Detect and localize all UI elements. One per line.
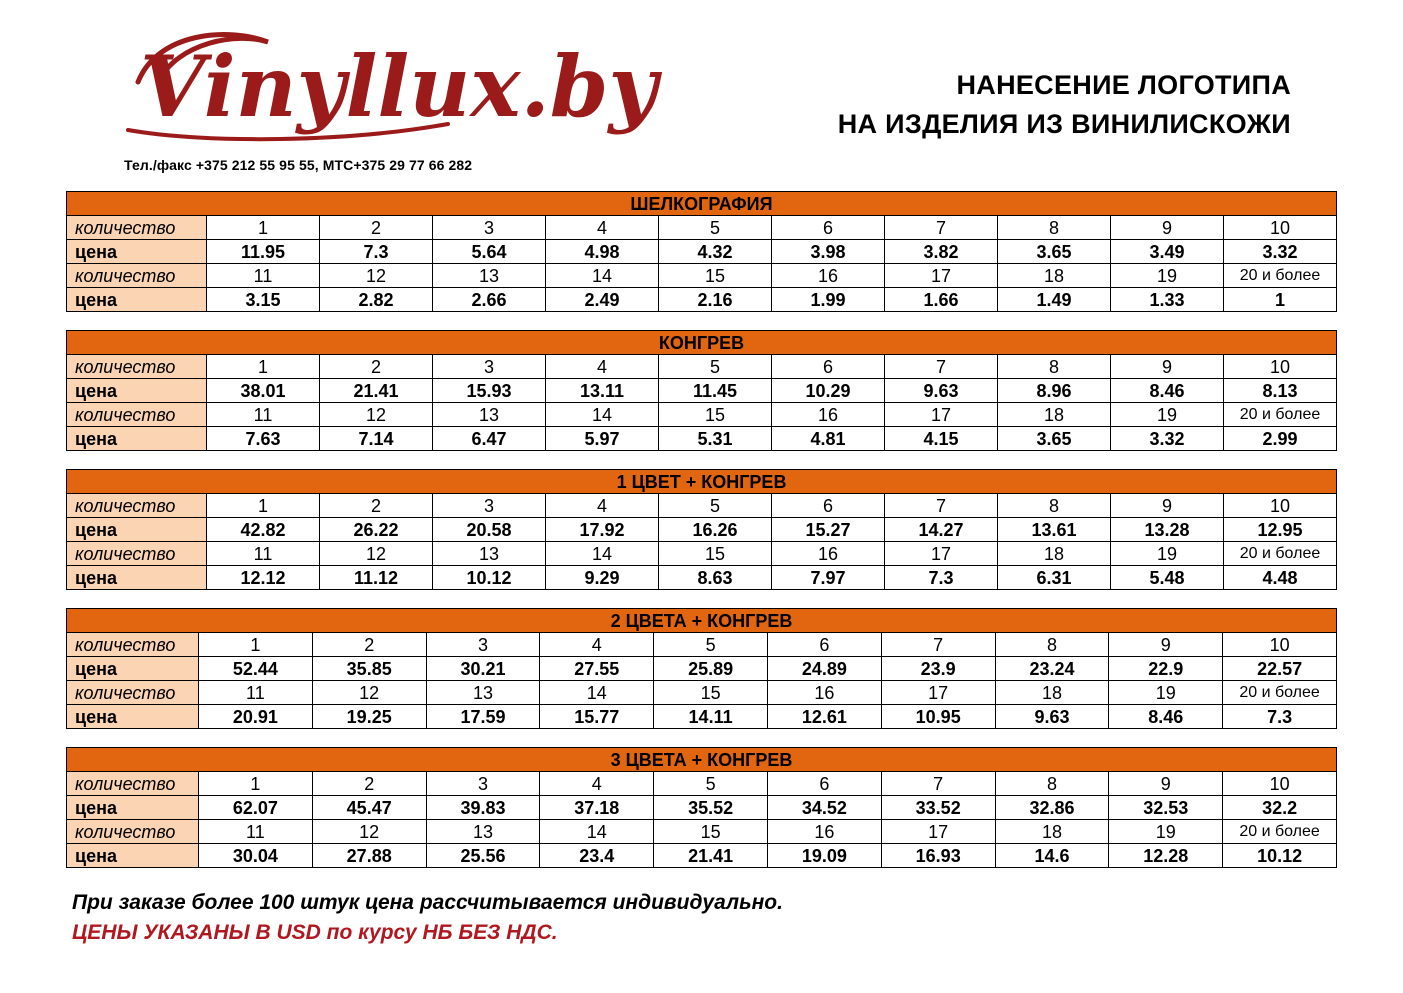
price-cell: 3.15 xyxy=(207,288,320,312)
price-cell: 35.52 xyxy=(654,796,768,820)
quantity-row xyxy=(67,403,1337,427)
quantity-label: количество xyxy=(67,772,199,796)
quantity-row xyxy=(67,216,1337,240)
price-cell: 1 xyxy=(1224,288,1337,312)
quantity-cell: 14 xyxy=(540,681,654,705)
quantity-cell: 7 xyxy=(885,494,998,518)
price-cell: 10.29 xyxy=(772,379,885,403)
quantity-cell: 4 xyxy=(546,494,659,518)
quantity-cell: 3 xyxy=(426,772,540,796)
price-cell: 13.61 xyxy=(998,518,1111,542)
price-cell: 15.93 xyxy=(433,379,546,403)
quantity-cell: 15 xyxy=(654,820,768,844)
quantity-cell: 9 xyxy=(1109,772,1223,796)
price-row xyxy=(67,518,1337,542)
price-cell: 4.15 xyxy=(885,427,998,451)
price-cell: 5.64 xyxy=(433,240,546,264)
quantity-cell: 8 xyxy=(995,633,1109,657)
price-cell: 2.99 xyxy=(1224,427,1337,451)
quantity-cell: 9 xyxy=(1111,494,1224,518)
quantity-cell: 16 xyxy=(772,264,885,288)
quantity-cell: 14 xyxy=(546,264,659,288)
price-cell: 6.31 xyxy=(998,566,1111,590)
quantity-cell: 19 xyxy=(1109,820,1223,844)
price-cell: 5.97 xyxy=(546,427,659,451)
price-cell: 9.63 xyxy=(885,379,998,403)
price-label: цена xyxy=(67,518,207,542)
price-cell: 2.66 xyxy=(433,288,546,312)
quantity-cell: 7 xyxy=(885,216,998,240)
price-cell: 35.85 xyxy=(312,657,426,681)
price-cell: 6.47 xyxy=(433,427,546,451)
price-cell: 9.63 xyxy=(995,705,1109,729)
quantity-cell: 17 xyxy=(885,403,998,427)
quantity-cell: 13 xyxy=(433,264,546,288)
price-cell: 38.01 xyxy=(207,379,320,403)
contact-phones: Тел./факс +375 212 55 95 55, МТС+375 29 77 66 282 xyxy=(124,157,473,173)
price-label: цена xyxy=(67,705,199,729)
quantity-cell: 16 xyxy=(772,542,885,566)
price-cell: 14.6 xyxy=(995,844,1109,868)
price-row xyxy=(67,566,1337,590)
quantity-row xyxy=(67,355,1337,379)
quantity-cell: 6 xyxy=(772,494,885,518)
price-cell: 21.41 xyxy=(654,844,768,868)
table-title: ШЕЛКОГРАФИЯ xyxy=(67,192,1337,216)
price-cell: 1.99 xyxy=(772,288,885,312)
price-row xyxy=(67,288,1337,312)
quantity-cell: 17 xyxy=(881,681,995,705)
vinyllux-logo-graphic xyxy=(118,12,658,152)
quantity-cell: 12 xyxy=(320,403,433,427)
quantity-cell: 20 и более xyxy=(1224,542,1337,566)
quantity-cell: 3 xyxy=(433,494,546,518)
quantity-cell: 3 xyxy=(433,355,546,379)
price-cell: 27.55 xyxy=(540,657,654,681)
table-title: 2 ЦВЕТА + КОНГРЕВ xyxy=(67,609,1337,633)
price-cell: 15.27 xyxy=(772,518,885,542)
quantity-cell: 15 xyxy=(659,542,772,566)
quantity-row xyxy=(67,542,1337,566)
quantity-label: количество xyxy=(67,216,207,240)
price-cell: 3.98 xyxy=(772,240,885,264)
table-title: 3 ЦВЕТА + КОНГРЕВ xyxy=(67,748,1337,772)
price-cell: 11.12 xyxy=(320,566,433,590)
price-cell: 39.83 xyxy=(426,796,540,820)
price-cell: 3.82 xyxy=(885,240,998,264)
price-cell: 7.63 xyxy=(207,427,320,451)
quantity-cell: 13 xyxy=(426,681,540,705)
quantity-label: количество xyxy=(67,355,207,379)
quantity-cell: 7 xyxy=(885,355,998,379)
quantity-cell: 8 xyxy=(998,494,1111,518)
quantity-cell: 1 xyxy=(207,494,320,518)
price-cell: 1.49 xyxy=(998,288,1111,312)
price-cell: 32.2 xyxy=(1223,796,1337,820)
price-cell: 25.89 xyxy=(654,657,768,681)
quantity-cell: 20 и более xyxy=(1224,403,1337,427)
quantity-cell: 13 xyxy=(433,403,546,427)
quantity-label: количество xyxy=(67,264,207,288)
price-label: цена xyxy=(67,379,207,403)
title-line-2: НА ИЗДЕЛИЯ ИЗ ВИНИЛИСКОЖИ xyxy=(837,109,1291,139)
price-row xyxy=(67,427,1337,451)
price-cell: 20.58 xyxy=(433,518,546,542)
price-cell: 22.9 xyxy=(1109,657,1223,681)
quantity-row xyxy=(67,772,1337,796)
quantity-cell: 8 xyxy=(998,216,1111,240)
quantity-cell: 5 xyxy=(654,772,768,796)
quantity-cell: 16 xyxy=(767,820,881,844)
price-cell: 11.45 xyxy=(659,379,772,403)
price-row xyxy=(67,705,1337,729)
price-cell: 5.48 xyxy=(1111,566,1224,590)
footer-notes xyxy=(72,888,783,948)
price-cell: 1.33 xyxy=(1111,288,1224,312)
quantity-cell: 10 xyxy=(1223,772,1337,796)
price-cell: 12.95 xyxy=(1224,518,1337,542)
quantity-cell: 18 xyxy=(998,264,1111,288)
quantity-cell: 8 xyxy=(995,772,1109,796)
vinyllux-logo xyxy=(118,12,658,152)
quantity-cell: 9 xyxy=(1109,633,1223,657)
price-cell: 11.95 xyxy=(207,240,320,264)
price-cell: 5.31 xyxy=(659,427,772,451)
price-label: цена xyxy=(67,796,199,820)
price-cell: 19.25 xyxy=(312,705,426,729)
price-cell: 3.49 xyxy=(1111,240,1224,264)
price-table xyxy=(66,330,1337,451)
quantity-cell: 13 xyxy=(426,820,540,844)
quantity-cell: 10 xyxy=(1224,494,1337,518)
price-cell: 10.12 xyxy=(1223,844,1337,868)
quantity-cell: 18 xyxy=(998,542,1111,566)
quantity-cell: 18 xyxy=(995,681,1109,705)
price-row xyxy=(67,844,1337,868)
price-cell: 23.4 xyxy=(540,844,654,868)
price-cell: 21.41 xyxy=(320,379,433,403)
price-cell: 23.24 xyxy=(995,657,1109,681)
quantity-cell: 2 xyxy=(320,355,433,379)
quantity-row xyxy=(67,633,1337,657)
price-cell: 8.46 xyxy=(1109,705,1223,729)
page-title xyxy=(838,66,1291,144)
quantity-cell: 4 xyxy=(546,355,659,379)
price-cell: 20.91 xyxy=(199,705,313,729)
price-cell: 8.13 xyxy=(1224,379,1337,403)
price-cell: 12.12 xyxy=(207,566,320,590)
quantity-cell: 15 xyxy=(659,264,772,288)
quantity-cell: 10 xyxy=(1223,633,1337,657)
price-cell: 27.88 xyxy=(312,844,426,868)
price-cell: 52.44 xyxy=(199,657,313,681)
quantity-cell: 4 xyxy=(546,216,659,240)
price-cell: 33.52 xyxy=(881,796,995,820)
table-title: КОНГРЕВ xyxy=(67,331,1337,355)
price-cell: 3.65 xyxy=(998,240,1111,264)
price-cell: 22.57 xyxy=(1223,657,1337,681)
quantity-cell: 10 xyxy=(1224,216,1337,240)
price-cell: 9.29 xyxy=(546,566,659,590)
quantity-cell: 17 xyxy=(885,264,998,288)
quantity-cell: 14 xyxy=(546,403,659,427)
quantity-cell: 10 xyxy=(1224,355,1337,379)
quantity-cell: 12 xyxy=(320,542,433,566)
price-cell: 26.22 xyxy=(320,518,433,542)
price-cell: 17.92 xyxy=(546,518,659,542)
price-cell: 8.96 xyxy=(998,379,1111,403)
price-row xyxy=(67,657,1337,681)
price-cell: 2.82 xyxy=(320,288,433,312)
price-cell: 17.59 xyxy=(426,705,540,729)
quantity-cell: 3 xyxy=(433,216,546,240)
price-cell: 15.77 xyxy=(540,705,654,729)
quantity-cell: 17 xyxy=(885,542,998,566)
quantity-cell: 19 xyxy=(1111,264,1224,288)
quantity-cell: 6 xyxy=(772,216,885,240)
individual-pricing-note: При заказе более 100 штук цена рассчитывается индивидуально. xyxy=(72,891,783,914)
price-row xyxy=(67,379,1337,403)
price-cell: 16.93 xyxy=(881,844,995,868)
price-label: цена xyxy=(67,427,207,451)
quantity-cell: 9 xyxy=(1111,216,1224,240)
quantity-row xyxy=(67,264,1337,288)
price-cell: 3.32 xyxy=(1224,240,1337,264)
price-cell: 62.07 xyxy=(199,796,313,820)
price-cell: 14.11 xyxy=(654,705,768,729)
quantity-cell: 19 xyxy=(1109,681,1223,705)
quantity-cell: 13 xyxy=(433,542,546,566)
quantity-cell: 8 xyxy=(998,355,1111,379)
quantity-cell: 4 xyxy=(540,633,654,657)
price-cell: 34.52 xyxy=(767,796,881,820)
price-cell: 37.18 xyxy=(540,796,654,820)
price-cell: 13.28 xyxy=(1111,518,1224,542)
price-cell: 7.97 xyxy=(772,566,885,590)
price-label: цена xyxy=(67,240,207,264)
quantity-cell: 19 xyxy=(1111,542,1224,566)
price-table xyxy=(66,469,1337,590)
quantity-cell: 19 xyxy=(1111,403,1224,427)
logo-wordmark: Vinyllux.by xyxy=(140,37,658,136)
quantity-cell: 18 xyxy=(998,403,1111,427)
price-cell: 14.27 xyxy=(885,518,998,542)
price-cell: 10.95 xyxy=(881,705,995,729)
quantity-cell: 2 xyxy=(320,494,433,518)
price-cell: 3.32 xyxy=(1111,427,1224,451)
quantity-cell: 18 xyxy=(995,820,1109,844)
quantity-cell: 17 xyxy=(881,820,995,844)
quantity-row xyxy=(67,820,1337,844)
quantity-cell: 16 xyxy=(772,403,885,427)
quantity-label: количество xyxy=(67,820,199,844)
price-cell: 8.63 xyxy=(659,566,772,590)
quantity-cell: 20 и более xyxy=(1223,820,1337,844)
quantity-cell: 9 xyxy=(1111,355,1224,379)
quantity-cell: 1 xyxy=(207,355,320,379)
price-cell: 24.89 xyxy=(767,657,881,681)
quantity-label: количество xyxy=(67,681,199,705)
quantity-cell: 2 xyxy=(312,772,426,796)
price-cell: 32.86 xyxy=(995,796,1109,820)
price-cell: 7.3 xyxy=(320,240,433,264)
price-cell: 42.82 xyxy=(207,518,320,542)
price-label: цена xyxy=(67,288,207,312)
price-row xyxy=(67,240,1337,264)
price-row xyxy=(67,796,1337,820)
quantity-cell: 12 xyxy=(320,264,433,288)
quantity-cell: 5 xyxy=(659,494,772,518)
price-label: цена xyxy=(67,844,199,868)
price-label: цена xyxy=(67,657,199,681)
price-cell: 4.98 xyxy=(546,240,659,264)
quantity-cell: 11 xyxy=(207,264,320,288)
price-cell: 19.09 xyxy=(767,844,881,868)
price-table xyxy=(66,608,1337,729)
quantity-cell: 2 xyxy=(312,633,426,657)
price-cell: 13.11 xyxy=(546,379,659,403)
quantity-cell: 16 xyxy=(767,681,881,705)
price-cell: 12.61 xyxy=(767,705,881,729)
quantity-cell: 1 xyxy=(199,772,313,796)
quantity-label: количество xyxy=(67,494,207,518)
quantity-cell: 1 xyxy=(207,216,320,240)
price-cell: 4.81 xyxy=(772,427,885,451)
quantity-cell: 5 xyxy=(659,355,772,379)
price-cell: 3.65 xyxy=(998,427,1111,451)
price-cell: 10.12 xyxy=(433,566,546,590)
price-cell: 16.26 xyxy=(659,518,772,542)
quantity-cell: 15 xyxy=(654,681,768,705)
quantity-cell: 6 xyxy=(772,355,885,379)
price-cell: 12.28 xyxy=(1109,844,1223,868)
quantity-cell: 15 xyxy=(659,403,772,427)
price-cell: 30.04 xyxy=(199,844,313,868)
currency-note: ЦЕНЫ УКАЗАНЫ В USD по курсу НБ БЕЗ НДС. xyxy=(72,921,558,944)
quantity-cell: 6 xyxy=(767,633,881,657)
price-table xyxy=(66,191,1337,312)
quantity-cell: 6 xyxy=(767,772,881,796)
price-cell: 7.3 xyxy=(885,566,998,590)
quantity-label: количество xyxy=(67,633,199,657)
quantity-cell: 11 xyxy=(199,681,313,705)
quantity-row xyxy=(67,681,1337,705)
quantity-row xyxy=(67,494,1337,518)
quantity-cell: 5 xyxy=(659,216,772,240)
quantity-cell: 11 xyxy=(207,403,320,427)
quantity-cell: 14 xyxy=(546,542,659,566)
price-table xyxy=(66,747,1337,868)
quantity-cell: 2 xyxy=(320,216,433,240)
quantity-cell: 11 xyxy=(207,542,320,566)
table-title: 1 ЦВЕТ + КОНГРЕВ xyxy=(67,470,1337,494)
price-label: цена xyxy=(67,566,207,590)
quantity-cell: 20 и более xyxy=(1223,681,1337,705)
quantity-cell: 12 xyxy=(312,820,426,844)
price-cell: 1.66 xyxy=(885,288,998,312)
price-cell: 8.46 xyxy=(1111,379,1224,403)
quantity-cell: 4 xyxy=(540,772,654,796)
price-cell: 7.14 xyxy=(320,427,433,451)
quantity-cell: 11 xyxy=(199,820,313,844)
quantity-cell: 3 xyxy=(426,633,540,657)
quantity-label: количество xyxy=(67,403,207,427)
price-cell: 4.48 xyxy=(1224,566,1337,590)
quantity-cell: 20 и более xyxy=(1224,264,1337,288)
price-cell: 23.9 xyxy=(881,657,995,681)
quantity-cell: 12 xyxy=(312,681,426,705)
price-cell: 2.16 xyxy=(659,288,772,312)
quantity-cell: 7 xyxy=(881,772,995,796)
quantity-label: количество xyxy=(67,542,207,566)
price-cell: 7.3 xyxy=(1223,705,1337,729)
price-cell: 30.21 xyxy=(426,657,540,681)
price-cell: 45.47 xyxy=(312,796,426,820)
price-cell: 25.56 xyxy=(426,844,540,868)
quantity-cell: 14 xyxy=(540,820,654,844)
quantity-cell: 7 xyxy=(881,633,995,657)
price-cell: 2.49 xyxy=(546,288,659,312)
quantity-cell: 5 xyxy=(654,633,768,657)
quantity-cell: 1 xyxy=(199,633,313,657)
price-cell: 4.32 xyxy=(659,240,772,264)
title-line-1: НАНЕСЕНИЕ ЛОГОТИПА xyxy=(956,70,1291,100)
price-cell: 32.53 xyxy=(1109,796,1223,820)
